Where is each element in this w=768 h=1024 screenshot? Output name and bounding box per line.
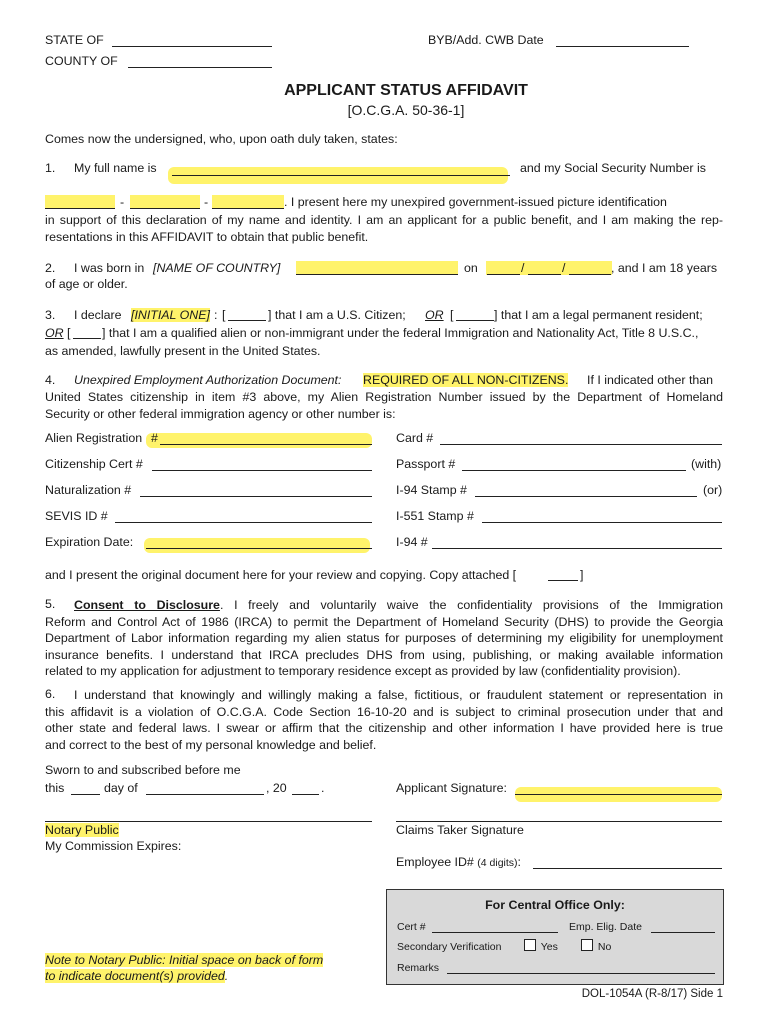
birth-month-field[interactable] — [487, 274, 520, 275]
employee-id-field[interactable] — [533, 868, 722, 869]
item4-number: 4. — [45, 373, 56, 387]
sevis-field[interactable] — [115, 522, 372, 523]
item2-number: 2. — [45, 261, 56, 275]
alien-initial-field[interactable] — [73, 338, 101, 339]
i94-stamp-label: I-94 Stamp # — [396, 483, 467, 497]
this-label: this — [45, 781, 65, 795]
byb-date-label: BYB/Add. CWB Date — [428, 33, 544, 47]
month-field[interactable] — [146, 794, 264, 795]
ssn-part1-field[interactable] — [45, 208, 115, 209]
declare-colon: : — [214, 308, 218, 322]
ssn-part3-highlight — [212, 195, 284, 209]
i551-stamp-label: I-551 Stamp # — [396, 509, 474, 523]
i94-label: I-94 # — [396, 535, 428, 549]
i551-stamp-field[interactable] — [482, 522, 722, 523]
passport-with: (with) — [691, 457, 722, 471]
passport-label: Passport # — [396, 457, 456, 471]
byb-date-field[interactable] — [556, 46, 689, 47]
birthdate-highlight — [486, 261, 612, 275]
item6-line2: this affidavit is a violation of O.C.G.A. Code Section 16-10-20 and is subject to criminal prosecution under that and — [45, 704, 723, 719]
no-checkbox[interactable] — [581, 939, 593, 951]
item3-number: 3. — [45, 308, 56, 322]
form-id: DOL-1054A (R-8/17) Side 1 — [581, 988, 723, 1000]
age-statement: , and I am 18 years — [611, 261, 718, 275]
on-label: on — [464, 261, 478, 275]
initial-one-label: [INITIAL ONE] — [131, 308, 210, 322]
ssn-part2-field[interactable] — [130, 208, 200, 209]
emp-elig-date-field[interactable] — [651, 932, 715, 933]
i94-field[interactable] — [432, 548, 722, 549]
item6-line1: I understand that knowingly and willingly making a false, fictitious, or fraudulent statement or representation in — [74, 688, 723, 702]
no-label: No — [597, 941, 612, 953]
office-cert-field[interactable] — [432, 932, 558, 933]
intro-text: Comes now the undersigned, who, upon oath duly taken, states: — [45, 132, 398, 146]
declare-label: I declare — [74, 308, 122, 322]
state-of-field[interactable] — [112, 46, 272, 47]
central-office-box — [386, 889, 724, 985]
citizenship-cert-label: Citizenship Cert # — [45, 457, 143, 471]
notary-note-end: . — [224, 969, 229, 983]
birth-year-field[interactable] — [569, 274, 611, 275]
ssn-part2-highlight — [130, 195, 200, 209]
county-of-label: COUNTY OF — [45, 54, 118, 68]
item6-line4: and correct to the best of my personal knowledge and belief. — [45, 737, 377, 752]
sworn-text: Sworn to and subscribed before me — [45, 763, 241, 777]
notary-note-line2: to indicate document(s) provided — [45, 969, 225, 983]
copy-attached-field[interactable] — [548, 580, 578, 581]
card-label: Card # — [396, 431, 434, 445]
item3-line3: as amended, lawfully present in the United States. — [45, 344, 321, 358]
alien-reg-field[interactable] — [160, 444, 372, 445]
notary-note-line1: Note to Notary Public: Initial space on back of form — [45, 953, 324, 967]
ead-label: Unexpired Employment Authorization Document: — [74, 373, 342, 387]
sevis-label: SEVIS ID # — [45, 509, 108, 523]
i94-stamp-or: (or) — [703, 483, 723, 497]
country-highlight — [296, 261, 458, 275]
citizen-initial-field[interactable] — [228, 320, 266, 321]
alien-option: ] that I am a qualified alien or non-immigrant under the federal Immigration and Nationality Act, Title 8 U.S.C., — [102, 326, 699, 340]
day-field[interactable] — [71, 794, 100, 795]
naturalization-label: Naturalization # — [45, 483, 132, 497]
or-label-2: OR — [45, 326, 64, 340]
naturalization-field[interactable] — [140, 496, 372, 497]
present-document-text: and I present the original document here for your review and copying. Copy attached [ — [45, 568, 517, 582]
county-of-field[interactable] — [128, 67, 272, 68]
employee-id-label: Employee ID# — [396, 855, 474, 869]
citizen-option: ] that I am a U.S. Citizen; — [268, 308, 406, 322]
ssn-part3-field[interactable] — [212, 208, 284, 209]
item5-line1: . I freely and voluntarily waive the confidentiality provisions of the Immigration — [219, 598, 723, 612]
passport-field[interactable] — [462, 470, 686, 471]
resident-initial-field[interactable] — [456, 320, 494, 321]
year-field[interactable] — [292, 794, 319, 795]
citizenship-cert-field[interactable] — [152, 470, 372, 471]
alien-reg-label: Alien Registration — [45, 431, 143, 445]
full-name-label: My full name is — [74, 161, 157, 175]
page-title: APPLICANT STATUS AFFIDAVIT — [284, 82, 528, 99]
notary-public-label: Notary Public — [45, 823, 119, 837]
yes-label: Yes — [540, 941, 558, 953]
emp-elig-date-label: Emp. Elig. Date — [569, 921, 642, 933]
yes-checkbox[interactable] — [524, 939, 536, 951]
ssn-part1-highlight — [45, 195, 115, 209]
required-notice: REQUIRED OF ALL NON-CITIZENS. — [363, 373, 569, 387]
central-office-title: For Central Office Only: — [485, 898, 625, 912]
secondary-verification-label: Secondary Verification — [397, 941, 502, 953]
state-of-label: STATE OF — [45, 33, 104, 47]
employee-id-colon: : — [517, 855, 521, 869]
full-name-field[interactable] — [172, 175, 510, 176]
applicant-signature-label: Applicant Signature: — [396, 781, 507, 795]
applicant-signature-field[interactable] — [515, 794, 722, 795]
item5-line5: related to my application for adjustment to temporary residence except as provided by law (confidentiality provision). — [45, 664, 681, 678]
item4-line1-tail: If I indicated other than — [587, 373, 714, 387]
office-cert-label: Cert # — [397, 921, 426, 933]
item2-line2: of age or older. — [45, 277, 128, 291]
item5-line3: Department of Labor information regarding my alien status for purposes of determining my eligibility for unemployment — [45, 631, 723, 645]
ssn-dash-1: - — [120, 195, 125, 209]
day-of-label: day of — [104, 781, 138, 795]
claims-taker-signature-field[interactable] — [396, 821, 722, 822]
expiration-field[interactable] — [146, 548, 372, 549]
item6-line3: other state and federal laws. I swear or affirm that the citizenship and other information I have provided here is true — [45, 721, 723, 735]
date-slash-1: / — [521, 261, 525, 275]
country-placeholder: [NAME OF COUNTRY] — [153, 261, 281, 275]
i94-stamp-field[interactable] — [475, 496, 697, 497]
card-field[interactable] — [440, 444, 722, 445]
item1-number: 1. — [45, 161, 56, 175]
employee-id-digits: (4 digits) — [477, 857, 518, 869]
alien-reg-hash: # — [151, 431, 158, 445]
or-label-1: OR — [425, 308, 444, 322]
ssn-label: and my Social Security Number is — [520, 161, 706, 175]
item4-line3: Security or other federal immigration agency or other number is: — [45, 406, 396, 421]
country-field[interactable] — [296, 274, 458, 275]
item5-line4: insurance benefits. I understand that IRCA precludes DHS from using, publishing, or making available information — [45, 647, 723, 662]
id-statement: . I present here my unexpired government-issued picture identification — [284, 195, 667, 209]
item4-line2: United States citizenship in item #3 above, my Alien Registration Number issued by the Department of Homeland — [45, 390, 723, 404]
item5-line2: Reform and Control Act of 1986 (IRCA) to permit the Department of Homeland Security (DHS) to provide the Georgia — [45, 614, 723, 629]
item1-line3: in support of this declaration of my name and identity. I am an applicant for a public benefit, and I am making the rep- — [45, 213, 723, 227]
year-prefix: , 20 — [266, 781, 287, 795]
date-slash-2: / — [562, 261, 566, 275]
item5-number: 5. — [45, 597, 56, 611]
remarks-field[interactable] — [447, 973, 715, 974]
consent-heading: Consent to Disclosure — [74, 598, 220, 612]
expiration-label: Expiration Date: — [45, 535, 134, 549]
ssn-dash-2: - — [204, 195, 209, 209]
commission-expires-label: My Commission Expires: — [45, 839, 182, 853]
remarks-label: Remarks — [397, 962, 440, 974]
notary-signature-field[interactable] — [45, 821, 372, 822]
page-subtitle: [O.C.G.A. 50-36-1] — [347, 102, 465, 118]
birth-day-field[interactable] — [528, 274, 561, 275]
born-in-label: I was born in — [74, 261, 145, 275]
item6-number: 6. — [45, 687, 56, 701]
resident-option: ] that I am a legal permanent resident; — [494, 308, 703, 322]
item1-line4: resentations in this AFFIDAVIT to obtain that public benefit. — [45, 229, 369, 244]
date-period: . — [321, 781, 325, 795]
claims-taker-label: Claims Taker Signature — [396, 823, 524, 837]
present-document-end: ] — [580, 568, 584, 582]
